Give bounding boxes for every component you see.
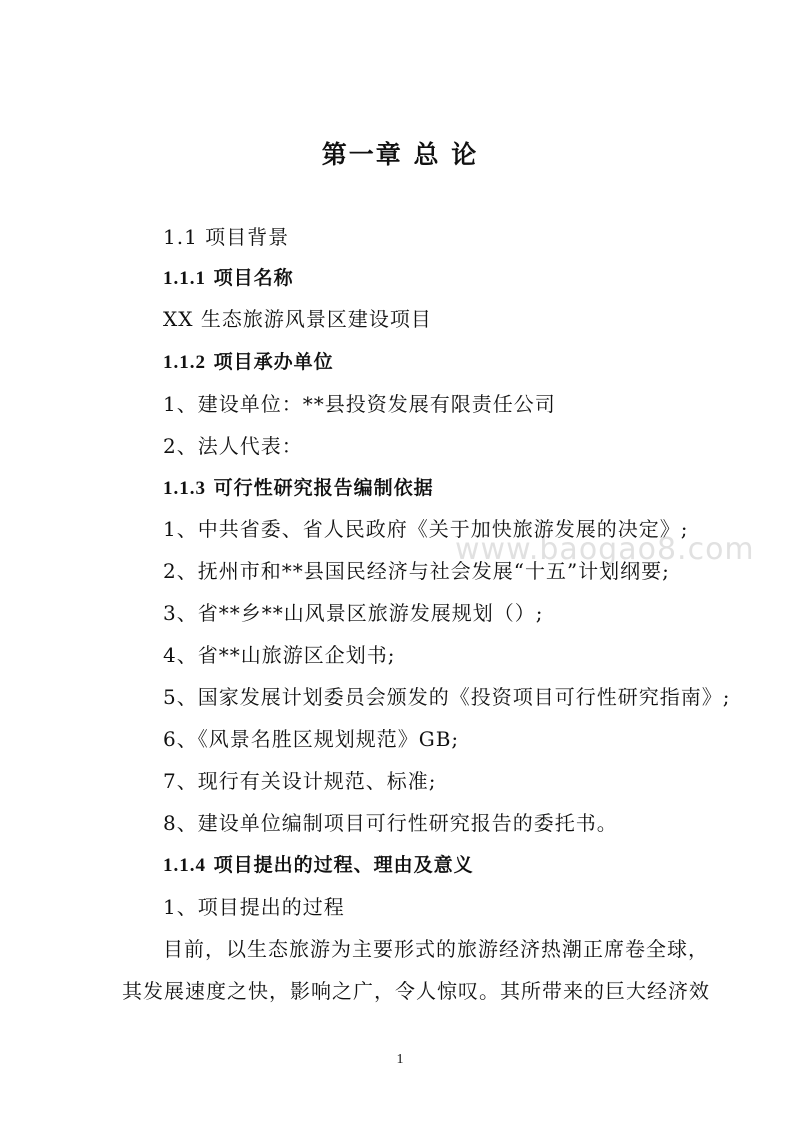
list-item: 1、项目提出的过程 [163, 895, 345, 919]
subsection-title: 可行性研究报告编制依据 [206, 477, 434, 499]
subsection-heading-1-1-3 [163, 475, 434, 502]
project-name-text: XX 生态旅游风景区建设项目 [163, 307, 432, 331]
paragraph-line: 其发展速度之快，影响之广，令人惊叹。其所带来的巨大经济效 [122, 979, 710, 1003]
subsection-number: 1.1.2 [163, 352, 206, 373]
list-item: 3、省**乡**山风景区旅游发展规划（）; [163, 601, 544, 625]
list-item: 8、建设单位编制项目可行性研究报告的委托书。 [163, 811, 618, 835]
list-item: 4、省**山旅游区企划书; [163, 643, 396, 667]
list-item: 7、现行有关设计规范、标准; [163, 769, 437, 793]
list-item: 2、法人代表： [163, 434, 303, 458]
subsection-heading-1-1-4 [163, 852, 474, 879]
subsection-title: 项目承办单位 [206, 351, 334, 373]
subsection-heading-1-1-2 [163, 349, 334, 376]
subsection-title: 项目提出的过程、理由及意义 [206, 854, 474, 876]
watermark: www.baogao8.com [455, 532, 755, 567]
list-item: 5、国家发展计划委员会颁发的《投资项目可行性研究指南》; [163, 685, 731, 709]
page-number: 1 [396, 1052, 404, 1067]
subsection-number: 1.1.4 [163, 855, 206, 876]
subsection-number: 1.1.1 [163, 268, 206, 289]
list-item: 1、中共省委、省人民政府《关于加快旅游发展的决定》; [163, 517, 689, 541]
subsection-title: 项目名称 [206, 267, 294, 289]
list-item: 2、抚州市和**县国民经济与社会发展“十五”计划纲要; [163, 559, 670, 583]
subsection-heading-1-1-1 [163, 265, 294, 292]
paragraph-line: 目前，以生态旅游为主要形式的旅游经济热潮正席卷全球， [163, 937, 709, 961]
section-heading-1-1: 1.1 项目背景 [163, 225, 290, 249]
list-item: 6、《风景名胜区规划规范》GB; [163, 727, 460, 751]
subsection-number: 1.1.3 [163, 478, 206, 499]
chapter-title: 第一章 总 论 [321, 140, 479, 169]
list-item: 1、建设单位：**县投资发展有限责任公司 [163, 392, 556, 416]
